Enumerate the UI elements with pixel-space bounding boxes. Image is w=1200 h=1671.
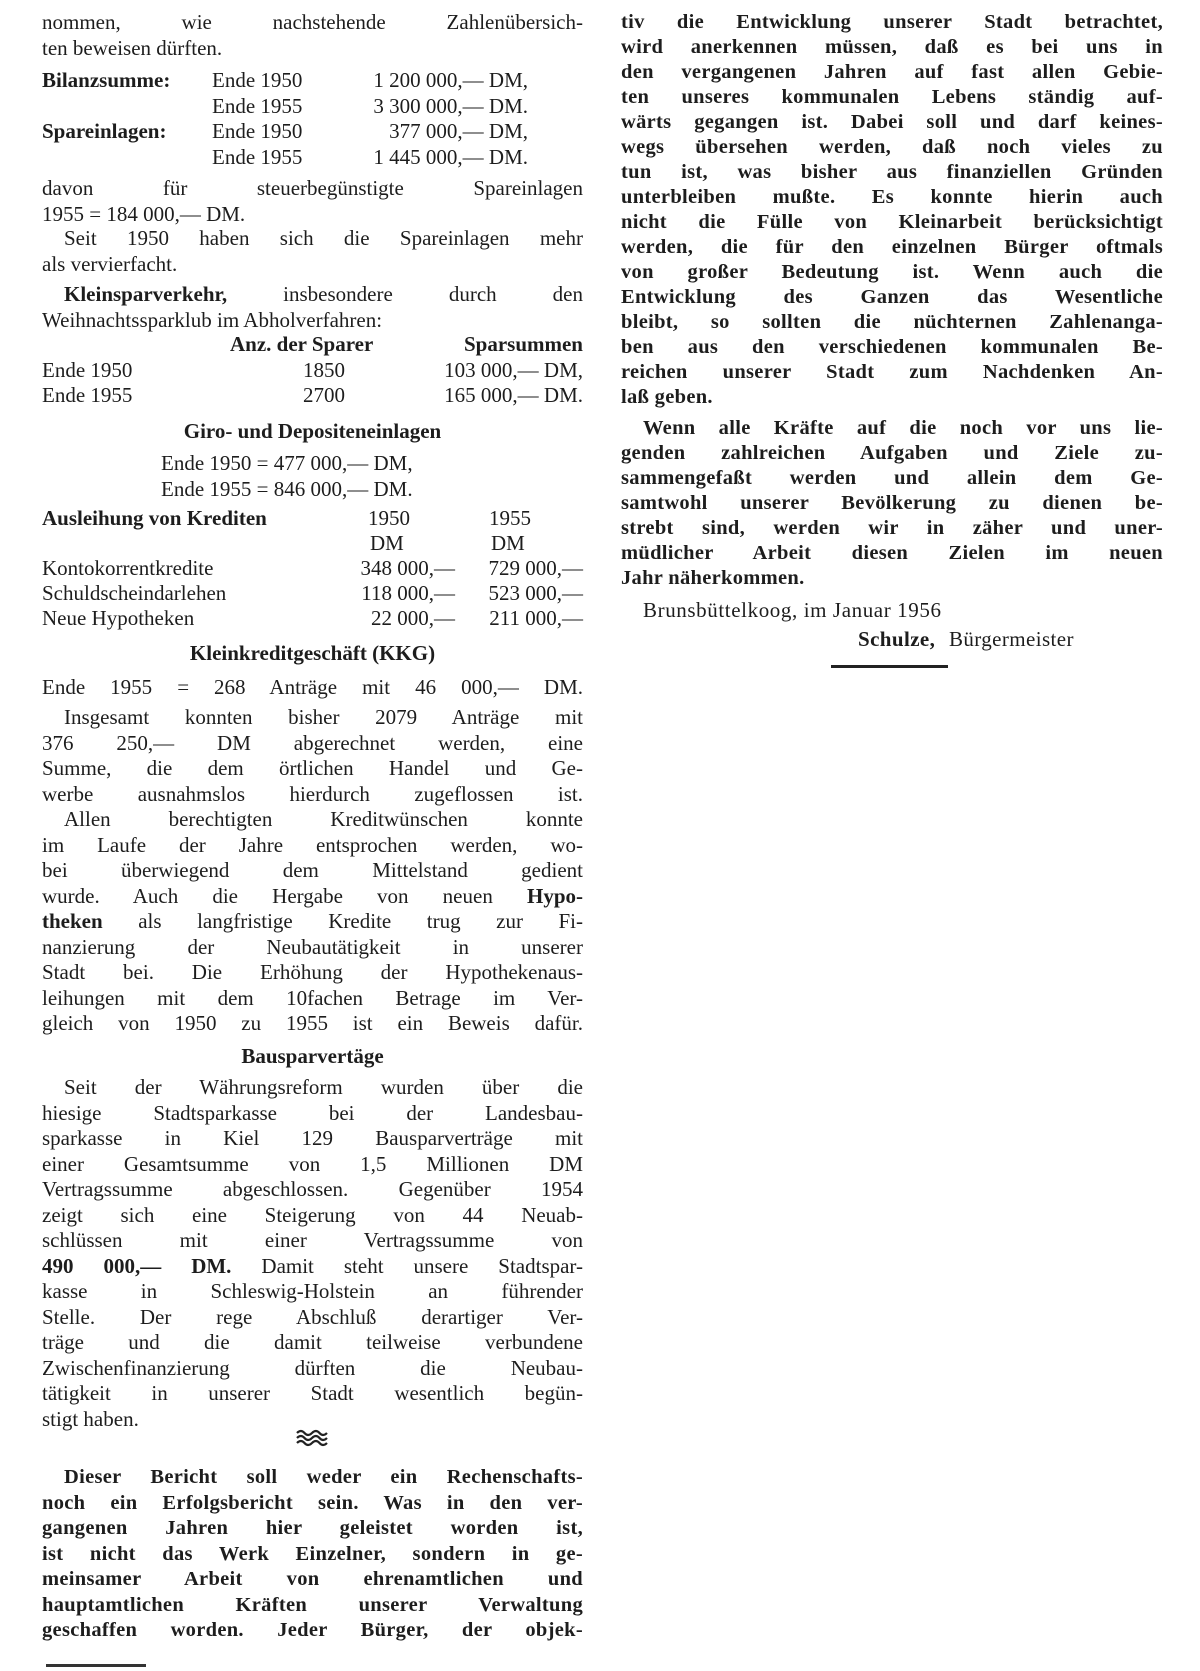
text-line: Weihnachtssparklub im Abholverfahren: [42, 307, 383, 332]
text-line: schlüssen mit einer Vertragssumme von [42, 1228, 583, 1252]
text-line: samtwohl unserer Bevölkerung zu dienen be- [621, 492, 1163, 514]
giro-rows [42, 451, 583, 502]
signature [621, 627, 1163, 652]
text-line: strebt sind, werden wir in zäher und uner- [621, 517, 1163, 539]
text-line: träge und die damit teilweise verbundene [42, 1330, 583, 1354]
text: wurde. Auch die Hergabe von neuen [42, 883, 527, 908]
text-line: werbe ausnahmslos hierdurch zugeflossen ist. [42, 781, 583, 806]
amount: 377 000,— DM, [389, 119, 528, 143]
bold-text: 490 000,— DM. [42, 1253, 232, 1278]
text-line: 1955 = 184 000,— DM. [42, 201, 246, 226]
unit-1950: DM [370, 531, 404, 555]
right-paragraph-1 [621, 10, 1163, 410]
text-line: wegs übersehen werden, daß noch vieles zu [621, 136, 1163, 158]
text-line: den vergangenen Jahren auf fast allen Gebie- [621, 61, 1163, 83]
text-line: bei überwiegend dem Mittelstand gedient [42, 858, 583, 882]
text-line: tiv die Entwicklung unserer Stadt betrachtet, [621, 11, 1163, 33]
insgesamt-paragraph [42, 705, 583, 807]
unit-1955: DM [491, 531, 525, 555]
text-line: ten unseres kommunalen Lebens ständig auf- [621, 86, 1163, 108]
text-line: werden, die für den einzelnen Bürger oftmals [621, 236, 1163, 258]
text-line: Stadt bei. Die Erhöhung der Hypothekenaus- [42, 960, 583, 984]
period: Ende 1950 [212, 119, 303, 143]
text-line: bleibt, so sollten die nüchternen Zahlenanga- [621, 311, 1163, 333]
text-line: gangenen Jahren hier geleistet worden ist, [42, 1517, 583, 1539]
amount: 1 445 000,— DM. [373, 144, 528, 169]
text-line: Summe, die dem örtlichen Handel und Ge- [42, 756, 583, 780]
text-line: nicht die Fülle von Kleinarbeit berücksichtigt [621, 211, 1163, 233]
text-line: von großer Bedeutung ist. Wenn auch die [621, 261, 1163, 283]
text-line: stigt haben. [42, 1406, 139, 1431]
text-line [42, 884, 583, 910]
schluss-paragraph [42, 1465, 583, 1644]
kkg-line-wrap [42, 675, 583, 701]
signature-name: Schulze, [858, 627, 936, 651]
text-line: reichen unserer Stadt zum Nachdenken An- [621, 361, 1163, 383]
kleinspar-table [42, 332, 583, 409]
text-line: ben aus den verschiedenen kommunalen Be- [621, 336, 1163, 358]
text-line: laß geben. [621, 386, 713, 408]
value-1955: 729 000,— [488, 556, 583, 580]
period: Ende 1950 [42, 357, 133, 382]
signature-title: Bürgermeister [948, 627, 1074, 651]
text-line: tätigkeit in unserer Stadt wesentlich begün- [42, 1381, 583, 1405]
text-line: sammengefaßt werden und allein dem Ge- [621, 467, 1163, 489]
right-paragraph-2 [621, 416, 1163, 591]
text-line: Vertragssumme abgeschlossen. Gegenüber 1954 [42, 1177, 583, 1201]
text-line: einer Gesamtsumme von 1,5 Millionen DM [42, 1151, 583, 1176]
kkg-heading: Kleinkreditgeschäft (KKG) [189, 641, 436, 665]
text-line: Zwischenfinanzierung dürften die Neubau- [42, 1355, 583, 1380]
bauspar-heading: Bausparvertäge [241, 1044, 384, 1068]
sum: 103 000,— DM, [444, 357, 583, 382]
text-line: tun ist, was bisher aus finanziellen Gründen [621, 161, 1163, 183]
text-line [42, 282, 583, 308]
text-line: meinsamer Arbeit von ehrenamtlichen und [42, 1568, 583, 1590]
text-line: 376 250,— DM abgerechnet werden, eine [42, 730, 583, 755]
amount: 1 200 000,— DM, [373, 68, 528, 92]
bold-text: theken [42, 909, 103, 933]
text-line: noch ein Erfolgsbericht sein. Was in den ver- [42, 1491, 583, 1514]
row-label: Neue Hypotheken [42, 606, 195, 630]
year-1955: 1955 [489, 506, 531, 530]
text-line: wird anerkennen müssen, daß es bei uns in [621, 36, 1163, 58]
text-line: Allen berechtigten Kreditwünschen konnte [64, 807, 583, 831]
period: Ende 1955 [42, 383, 133, 407]
amount: 3 300 000,— DM. [373, 93, 528, 118]
text-line: Wenn alle Kräfte auf die noch vor uns lie- [643, 417, 1163, 439]
text-line: hauptamtlichen Kräften unserer Verwaltung [42, 1593, 583, 1616]
kkg-line: Ende 1955 = 268 Anträge mit 46 000,— DM. [42, 675, 583, 699]
count: 2700 [303, 383, 345, 407]
text-line: kasse in Schleswig-Holstein an führender [42, 1279, 583, 1303]
row-label: Kontokorrentkredite [42, 556, 214, 580]
place-date: Brunsbüttelkoog, im Januar 1956 [643, 598, 942, 622]
bilanz-table [42, 68, 583, 170]
text-line: gleich von 1950 zu 1955 ist ein Beweis dafür. [42, 1011, 583, 1035]
value-1950: 118 000,— [361, 581, 455, 605]
bold-text: Kleinsparverkehr, [64, 282, 228, 306]
bold-text: Hypo- [526, 883, 583, 908]
header-sparsummen: Sparsummen [463, 332, 583, 356]
intro-paragraph [42, 10, 583, 61]
giro-row: Ende 1955 = 846 000,— DM. [161, 476, 413, 501]
text-line: wärts gegangen ist. Dabei soll und darf keines- [621, 111, 1163, 133]
text-line: davon für steuerbegünstigte Spareinlagen [42, 176, 583, 200]
text-line: nanzierung der Neubautätigkeit in unserer [42, 934, 583, 959]
period: Ende 1955 [212, 93, 303, 118]
value-1955: 211 000,— [489, 606, 583, 630]
text-line: müdlicher Arbeit diesen Zielen im neuen [621, 542, 1163, 564]
year-1950: 1950 [368, 506, 410, 530]
text-line: ist nicht das Werk Einzelner, sondern in ge- [42, 1542, 583, 1565]
text-line: genden zahlreichen Aufgaben und Ziele zu- [621, 442, 1163, 464]
giro-heading: Giro- und Depositeneinlagen [183, 419, 442, 443]
kleinspar-paragraph [42, 282, 583, 333]
bauspar-paragraph [42, 1075, 583, 1432]
value-1950: 348 000,— [360, 556, 455, 580]
text-line: unterbleiben mußte. Es konnte hierin auch [621, 186, 1163, 208]
end-rule [831, 665, 948, 668]
text-line: Stelle. Der rege Abschluß derartiger Ver- [42, 1304, 583, 1329]
value-1950: 22 000,— [371, 606, 455, 630]
text: Damit steht unsere Stadtspar- [231, 1253, 583, 1278]
text-line: hiesige Stadtsparkasse bei der Landesbau- [42, 1100, 583, 1125]
text-line: geschaffen worden. Jeder Bürger, der objek- [42, 1619, 583, 1641]
kredite-table [42, 506, 583, 634]
text-line: als vervierfacht. [42, 251, 178, 276]
text-line: sparkasse in Kiel 129 Bausparverträge mit [42, 1126, 583, 1150]
davon-paragraph [42, 176, 583, 227]
section-divider-wave-icon [296, 1428, 328, 1448]
text-line: leihungen mit dem 10fachen Betrage im Ver- [42, 985, 583, 1010]
giro-row: Ende 1950 = 477 000,— DM, [161, 451, 413, 475]
spareinlagen-label: Spareinlagen: [42, 119, 167, 143]
header-anzahl: Anz. der Sparer [230, 332, 374, 356]
text-line: ten beweisen dürften. [42, 35, 223, 60]
text: insbesondere durch den [227, 282, 583, 306]
text-line: Dieser Bericht soll weder ein Rechenschafts- [64, 1466, 583, 1488]
seit1950-paragraph [42, 226, 583, 277]
text-line: nommen, wie nachstehende Zahlenübersich- [42, 10, 583, 34]
text-line: Insgesamt konnten bisher 2079 Anträge mit [64, 705, 583, 729]
bilanz-label: Bilanzsumme: [42, 68, 171, 92]
text-line: Seit der Währungsreform wurden über die [64, 1075, 583, 1099]
text-line: zeigt sich eine Steigerung von 44 Neuab- [42, 1202, 583, 1227]
text-line [42, 1254, 583, 1280]
text-line [42, 909, 583, 935]
text: als langfristige Kredite trug zur Fi- [102, 909, 583, 933]
value-1955: 523 000,— [488, 581, 583, 605]
kredite-heading: Ausleihung von Krediten [42, 506, 267, 530]
row-label: Schuldscheindarlehen [42, 581, 227, 605]
column-end-rule [46, 1664, 146, 1667]
text-line: Jahr näherkommen. [621, 567, 805, 589]
sum: 165 000,— DM. [444, 383, 583, 407]
text-line: Seit 1950 haben sich die Spareinlagen mehr [64, 226, 583, 250]
text-line: Entwicklung des Ganzen das Wesentliche [621, 286, 1163, 308]
period: Ende 1950 [212, 68, 303, 92]
allen-paragraph [42, 807, 583, 1037]
text-line: im Laufe der Jahre entsprochen werden, wo- [42, 832, 583, 857]
count: 1850 [303, 357, 345, 382]
period: Ende 1955 [212, 144, 303, 169]
